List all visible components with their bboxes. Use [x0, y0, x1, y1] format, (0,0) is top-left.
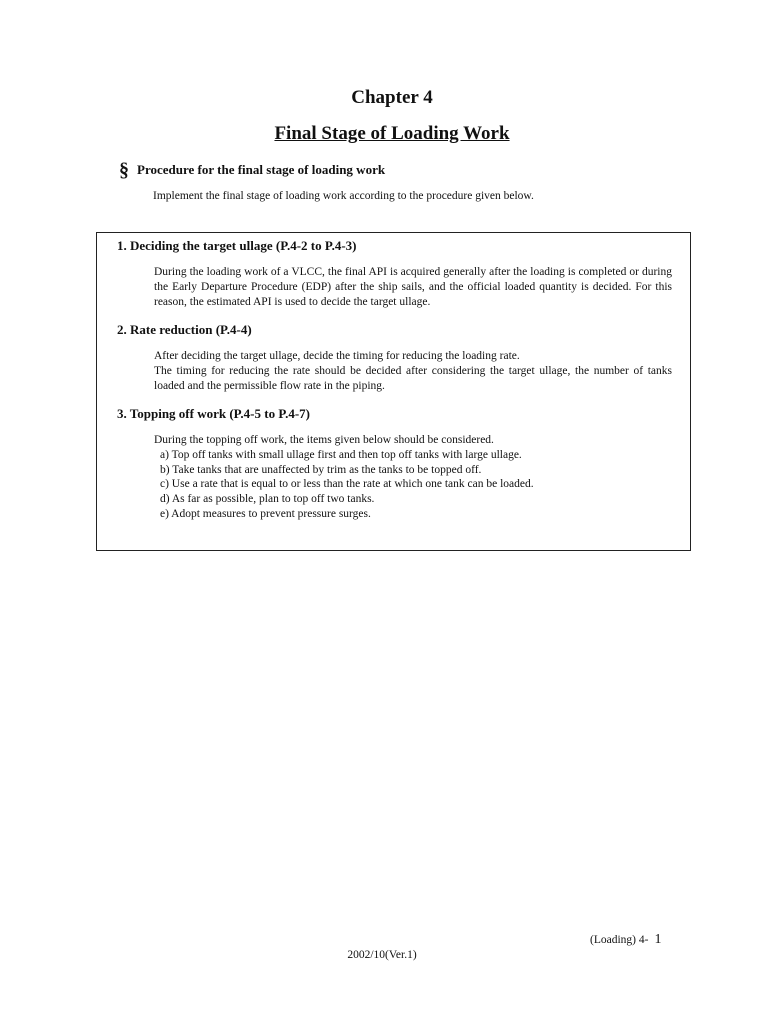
procedure-heading — [119, 160, 385, 180]
step-body — [154, 265, 672, 309]
procedure-heading-text: Procedure for the final stage of loading work — [137, 162, 386, 177]
procedure-intro: Implement the final stage of loading work according to the procedure given below. — [153, 190, 534, 202]
step-paragraph: During the loading work of a VLCC, the final API is acquired generally after the loading is completed or during the Early Departure Procedure (EDP) after the ship sails, and the official loaded quantity is decided. For this reason, the estimated API is used to decide the target ullage. — [154, 266, 672, 308]
step-paragraph: During the topping off work, the items given below should be considered. — [154, 434, 494, 446]
list-item: a) Top off tanks with small ullage first and then top off tanks with large ullage. — [160, 448, 522, 461]
list-item: e) Adopt measures to prevent pressure surges. — [160, 507, 371, 520]
step-body — [154, 349, 672, 393]
page-number-prefix: (Loading) 4- — [590, 934, 649, 946]
page-number — [590, 932, 661, 948]
step-heading: 2. Rate reduction (P.4-4) — [117, 322, 252, 337]
procedure-box — [96, 232, 691, 551]
section-symbol: § — [119, 159, 129, 181]
version-label: 2002/10(Ver.1) — [347, 949, 417, 961]
chapter-title: Chapter 4 — [351, 87, 433, 108]
consideration-list — [154, 448, 672, 522]
step-paragraph: After deciding the target ullage, decide the timing for reducing the loading rate. — [154, 350, 520, 362]
page-title: Final Stage of Loading Work — [274, 123, 510, 144]
step-heading: 3. Topping off work (P.4-5 to P.4-7) — [117, 406, 310, 421]
page-number-value: 1 — [654, 932, 662, 947]
step-topping-off — [117, 405, 672, 522]
step-paragraph: The timing for reducing the rate should be decided after considering the target ullage, the number of tanks loaded and the permissible flow rate in the piping. — [154, 364, 672, 392]
step-heading: 1. Deciding the target ullage (P.4-2 to P.4-3) — [117, 238, 357, 253]
step-body — [154, 433, 672, 522]
step-rate-reduction — [117, 321, 672, 393]
step-target-ullage — [117, 237, 672, 309]
list-item: b) Take tanks that are unaffected by trim as the tanks to be topped off. — [160, 463, 482, 476]
list-item: c) Use a rate that is equal to or less than the rate at which one tank can be loaded. — [160, 478, 534, 491]
list-item: d) As far as possible, plan to top off two tanks. — [160, 493, 375, 506]
